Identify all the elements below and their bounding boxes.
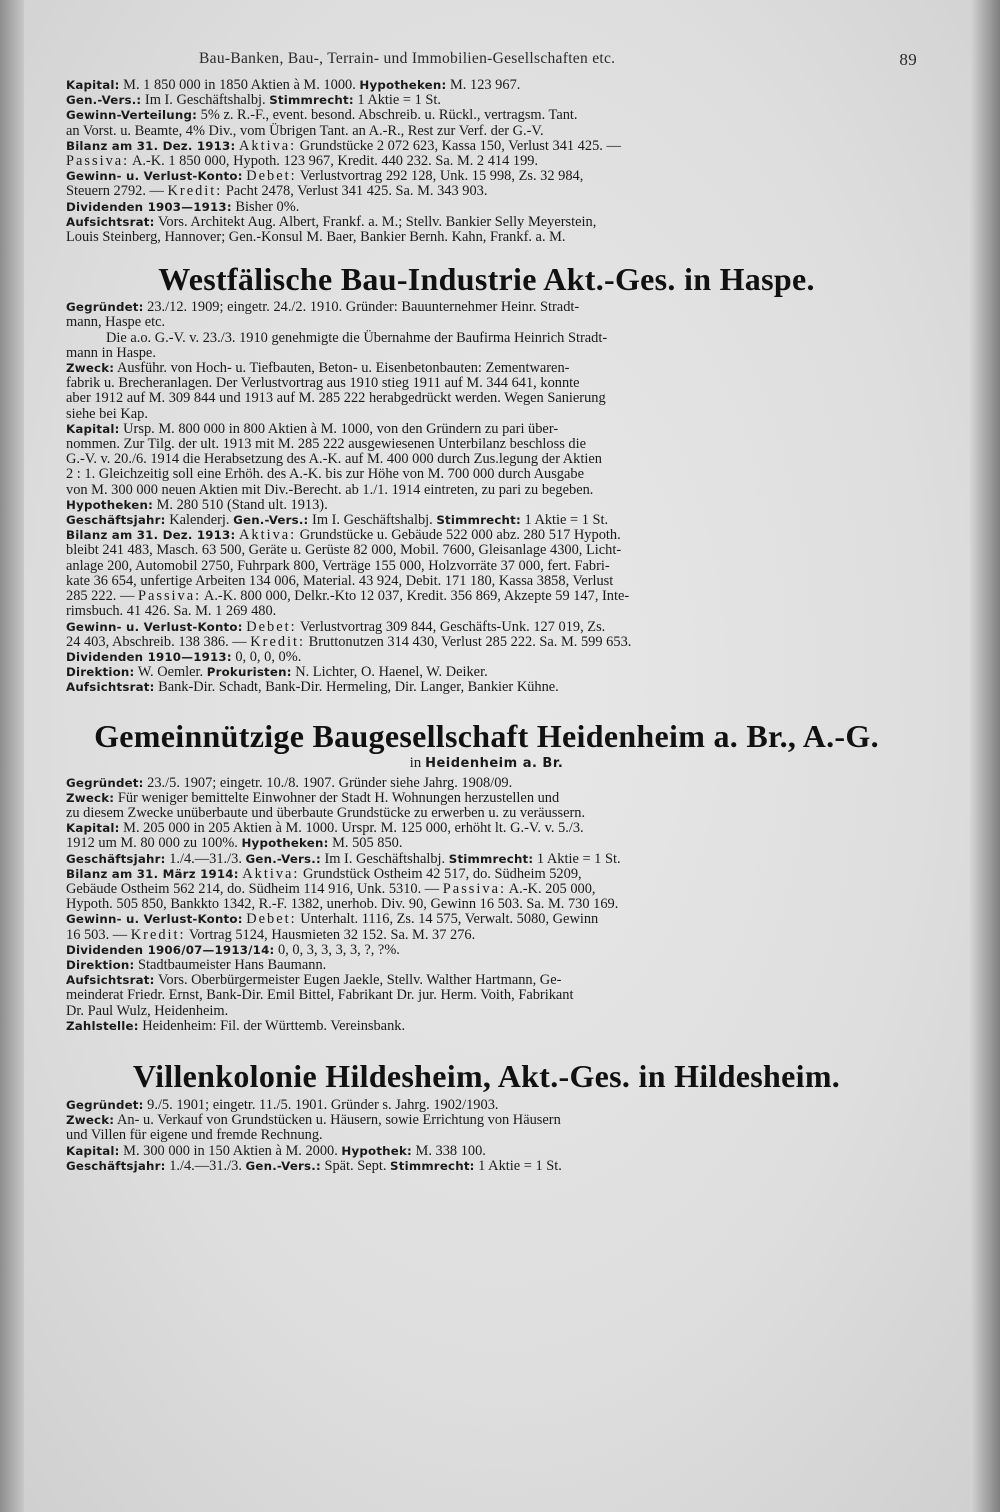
subheading-prefix: in [409, 754, 422, 771]
body-text: Grundstücke u. Gebäude 522 000 abz. 280 517 Hypoth. [296, 527, 621, 544]
field-label: Zweck: [66, 361, 115, 376]
body-text: An- u. Verkauf von Grundstücken u. Häusern, sowie Errichtung von Häusern [114, 1112, 561, 1129]
body-text: Pacht 2478, Verlust 341 425. Sa. M. 343 903. [222, 183, 488, 200]
field-label: Direktion: [66, 665, 135, 680]
body-text: M. 1 850 000 in 1850 Aktien à M. 1000. [119, 77, 360, 93]
text-line [66, 422, 907, 437]
text-line [66, 1159, 907, 1174]
body-text: G.-V. v. 20./6. 1914 die Herabsetzung des A.-K. auf M. 400 000 durch Zus.legung der Aktien [66, 451, 602, 468]
spaced-label: Kredit: [130, 926, 186, 943]
text-line [66, 912, 907, 927]
body-text: 1./4.—31./3. [165, 1157, 246, 1174]
body-text: Louis Steinberg, Hannover; Gen.-Konsul M. Baer, Bankier Bernh. Kahn, Frankf. a. M. [66, 229, 566, 246]
body-text: Für weniger bemittelte Einwohner der Stadt H. Wohnungen herzustellen und [114, 789, 560, 806]
field-label: Stimmrecht: [269, 93, 354, 108]
page-binding-shadow [0, 0, 24, 1512]
text-line [66, 1144, 907, 1159]
spaced-label: Aktiva: [242, 865, 300, 882]
field-label: Gewinn- u. Verlust-Konto: [66, 912, 243, 927]
body-text: 2 : 1. Gleichzeitig soll eine Erhöh. des A.-K. bis zur Höhe von M. 700 000 durch Ausgabe [66, 466, 584, 483]
text-line [66, 635, 907, 650]
body-text: kate 36 654, unfertige Arbeiten 134 006, Material. 43 924, Debit. 171 180, Kassa 3858, Verlust [66, 572, 614, 589]
body-text: M. 505 850. [328, 835, 403, 852]
body-text: Vors. Oberbürgermeister Eugen Jaekle, Stellv. Walther Hartmann, Ge- [154, 972, 562, 989]
entry-heading-villenkolonie: Villenkolonie Hildesheim, Akt.-Ges. in Hildesheim. [132, 1057, 841, 1094]
field-label: Direktion: [66, 957, 135, 972]
field-label: Gen.-Vers.: [233, 513, 309, 528]
entry-villenkolonie-body [66, 1098, 907, 1174]
body-text: Dr. Paul Wulz, Heidenheim. [66, 1002, 229, 1019]
body-text: 1 Aktie = 1 St. [474, 1157, 562, 1174]
field-label: Stimmrecht: [390, 1158, 475, 1173]
running-head [66, 46, 917, 74]
body-text: rimsbuch. 41 426. Sa. M. 1 269 480. [66, 603, 277, 620]
entry-subheading-location [66, 754, 907, 773]
field-label: Gen.-Vers.: [245, 1158, 321, 1173]
field-label: Gewinn- u. Verlust-Konto: [66, 169, 243, 184]
text-line [66, 346, 907, 361]
body-text: von M. 300 000 neuen Aktien mit Div.-Berecht. ab 1./1. 1914 eintreten, zu pari zu begeben. [66, 481, 594, 498]
entry-intro-body [66, 78, 907, 245]
page-number: 89 [899, 50, 917, 69]
body-text: Ursp. M. 800 000 in 800 Aktien à M. 1000, von den Gründern zu pari über- [119, 420, 559, 437]
field-label: Zahlstelle: [66, 1018, 139, 1033]
body-text: Gebäude Ostheim 562 214, do. Südheim 114 916, Unk. 5310. — [66, 880, 443, 897]
text-line [66, 315, 907, 330]
field-label: Hypotheken: [241, 836, 329, 851]
spaced-label: Passiva: [442, 880, 506, 897]
field-label: Zweck: [66, 790, 115, 805]
body-text: Bank-Dir. Schadt, Bank-Dir. Hermeling, Dir. Langer, Bankier Kühne. [154, 679, 559, 696]
body-text: 1 Aktie = 1 St. [353, 92, 442, 109]
text-line [66, 897, 907, 912]
spaced-label: Debet: [246, 168, 297, 185]
field-label: Gegründet: [66, 775, 144, 790]
body-text: Im I. Geschäftshalbj. [141, 92, 270, 109]
field-label: Dividenden 1910—1913: [66, 649, 232, 664]
body-text: siehe bei Kap. [66, 405, 148, 422]
text-line [66, 230, 907, 245]
body-text: Hypoth. 505 850, Bankkto 1342, R.-F. 1382, unerhob. Div. 90, Gewinn 16 503. Sa. M. 730 169. [66, 896, 619, 913]
body-text: Im I. Geschäftshalbj. [320, 850, 449, 867]
field-label: Gegründet: [66, 300, 144, 315]
body-text: M. 338 100. [411, 1142, 486, 1159]
body-text: M. 123 967. [446, 77, 521, 93]
field-label: Hypothek: [341, 1143, 412, 1158]
text-line [66, 680, 907, 695]
body-text: Unterhalt. 1116, Zs. 14 575, Verwalt. 5080, Gewinn [296, 911, 599, 928]
text-line [66, 988, 907, 1003]
body-text: 1912 um M. 80 000 zu 100%. [66, 835, 242, 852]
text-line [66, 1019, 907, 1034]
text-line [66, 620, 907, 635]
body-text: 5% z. R.-F., event. besond. Abschreib. u. Rückl., vertragsm. Tant. [197, 107, 578, 124]
body-text: fabrik u. Brecheranlagen. Der Verlustvortrag aus 1910 stieg 1911 auf M. 344 641, konnte [66, 375, 580, 392]
body-text: Spät. Sept. [320, 1157, 391, 1174]
body-text: 16 503. — [66, 926, 131, 943]
text-line [66, 1113, 907, 1128]
text-line [66, 943, 907, 958]
body-text: und Villen für eigene und fremde Rechnung. [66, 1127, 323, 1144]
body-text: bleibt 241 483, Masch. 63 500, Geräte u. Gerüste 82 000, Mobil. 7600, Gleisanlage 4300, Licht- [66, 542, 622, 559]
text-line [66, 169, 907, 184]
field-label: Stimmrecht: [448, 851, 534, 866]
body-text: Im I. Geschäftshalbj. [308, 512, 437, 529]
text-line [66, 1098, 907, 1113]
field-label: Aufsichtsrat: [66, 680, 155, 695]
field-label: Geschäftsjahr: [66, 851, 166, 866]
entry-heading-gemeinnuetzige: Gemeinnützige Baugesellschaft Heidenheim a. Br., A.-G. [94, 717, 879, 754]
body-text: Ausführ. von Hoch- u. Tiefbauten, Beton- u. Eisenbetonbauten: Zementwaren- [114, 360, 570, 377]
text-line [66, 559, 907, 574]
body-text: an Vorst. u. Beamte, 4% Div., vom Übrigen Tant. an A.-R., Rest zur Verf. der G.-V. [66, 122, 544, 139]
text-line [66, 665, 907, 680]
field-label: Dividenden 1903—1913: [66, 199, 232, 214]
text-line [66, 1128, 907, 1143]
body-text: A.-K. 800 000, Delkr.-Kto 12 037, Kredit. 356 869, Akzepte 59 147, Inte- [201, 588, 630, 605]
text-line [66, 958, 907, 973]
text-line [66, 882, 907, 897]
body-text: 1 Aktie = 1 St. [520, 512, 609, 529]
field-label: Kapital: [66, 421, 120, 436]
spaced-label: Aktiva: [238, 137, 297, 154]
running-head-title: Bau-Banken, Bau-, Terrain- und Immobilien-Gesellschaften etc. [199, 50, 616, 67]
body-text: Vors. Architekt Aug. Albert, Frankf. a. M.; Stellv. Bankier Selly Meyerstein, [154, 213, 597, 230]
field-label: Aufsichtsrat: [66, 214, 155, 229]
text-line [66, 867, 907, 882]
text-line [66, 108, 907, 123]
body-text: 24 403, Abschreib. 138 386. — [66, 633, 251, 650]
spaced-label: Kredit: [250, 633, 306, 650]
field-label: Prokuristen: [206, 665, 292, 680]
text-line [66, 1004, 907, 1019]
text-line [66, 200, 907, 215]
body-text: mann in Haspe. [66, 344, 156, 361]
body-text: Die a.o. G.-V. v. 23./3. 1910 genehmigte die Übernahme der Baufirma Heinrich Stradt- [106, 329, 608, 346]
body-text: 0, 0, 3, 3, 3, 3, ?, ?%. [274, 941, 400, 958]
spaced-label: Passiva: [66, 153, 130, 170]
text-line [66, 806, 907, 821]
text-line [66, 543, 907, 558]
text-line [66, 93, 907, 108]
body-text: 0, 0, 0, 0%. [231, 648, 302, 665]
subheading-place: Heidenheim a. Br. [425, 755, 564, 771]
field-label: Geschäftsjahr: [66, 513, 166, 528]
body-text: anlage 200, Automobil 2750, Fuhrpark 800, Verträge 155 000, Holzvorräte 37 000, fert. Fabri- [66, 557, 610, 574]
text-line [66, 139, 907, 154]
spaced-label: Passiva: [137, 588, 202, 605]
body-text: M. 300 000 in 150 Aktien à M. 2000. [119, 1142, 342, 1159]
spaced-label: Aktiva: [238, 527, 297, 544]
body-text: nommen. Zur Tilg. der ult. 1913 mit M. 285 222 ausgewiesenen Unterbilanz beschloss die [66, 436, 586, 453]
text-line [66, 376, 907, 391]
spaced-label: Debet: [246, 618, 297, 635]
spaced-label: Debet: [246, 911, 297, 928]
body-text: M. 205 000 in 205 Aktien à M. 1000. Urspr. M. 125 000, erhöht lt. G.-V. v. 5./3. [119, 820, 584, 837]
body-text: Bisher 0%. [231, 198, 300, 215]
entry-gemeinnuetzige-body [66, 776, 907, 1034]
text-line [66, 852, 907, 867]
body-text: mann, Haspe etc. [66, 314, 166, 331]
text-line [66, 498, 907, 513]
entry-westfaelische-body [66, 300, 907, 695]
field-label: Bilanz am 31. Dez. 1913: [66, 528, 236, 543]
text-line [66, 836, 907, 851]
text-line [66, 776, 907, 791]
spaced-label: Kredit: [167, 183, 223, 200]
text-line [66, 391, 907, 406]
body-text: Stadtbaumeister Hans Baumann. [134, 956, 327, 973]
text-line [66, 467, 907, 482]
field-label: Kapital: [66, 821, 120, 836]
body-text: Verlustvortrag 309 844, Geschäfts-Unk. 127 019, Zs. [296, 618, 606, 635]
body-text: 1./4.—31./3. [165, 850, 246, 867]
body-text: M. 280 510 (Stand ult. 1913). [153, 496, 328, 513]
field-label: Geschäftsjahr: [66, 1158, 166, 1173]
body-text: meinderat Friedr. Ernst, Bank-Dir. Emil Bittel, Fabrikant Dr. jur. Herm. Voith, Fabrikant [66, 987, 574, 1004]
field-label: Gen.-Vers.: [245, 851, 321, 866]
body-text: A.-K. 1 850 000, Hypoth. 123 967, Kredit. 440 232. Sa. M. 2 414 199. [129, 153, 539, 170]
body-text: 285 222. — [66, 588, 138, 605]
text-line [66, 452, 907, 467]
text-line [66, 483, 907, 498]
text-line [66, 331, 907, 346]
text-line [66, 513, 907, 528]
text-line [66, 650, 907, 665]
field-label: Bilanz am 31. Dez. 1913: [66, 138, 236, 153]
text-line [66, 300, 907, 315]
field-label: Gegründet: [66, 1097, 144, 1112]
body-text: Grundstücke 2 072 623, Kassa 150, Verlust 341 425. — [296, 137, 621, 154]
body-text: Kalenderj. [165, 512, 234, 529]
body-text: Steuern 2792. — [66, 183, 168, 200]
body-text: 9./5. 1901; eingetr. 11./5. 1901. Gründer s. Jahrg. 1902/1903. [143, 1096, 499, 1113]
body-text: N. Lichter, O. Haenel, W. Deiker. [291, 664, 488, 681]
text-line [66, 437, 907, 452]
text-line [66, 528, 907, 543]
text-line [66, 574, 907, 589]
field-label: Gewinn-Verteilung: [66, 108, 198, 123]
field-label: Hypotheken: [66, 497, 153, 512]
text-line [66, 215, 907, 230]
field-label: Dividenden 1906/07—1913/14: [66, 942, 275, 957]
field-label: Kapital: [66, 1143, 120, 1158]
body-text: Bruttonutzen 314 430, Verlust 285 222. Sa. M. 599 653. [305, 633, 632, 650]
field-label: Gewinn- u. Verlust-Konto: [66, 619, 243, 634]
text-line [66, 78, 907, 93]
field-label: Gen.-Vers.: [66, 93, 142, 108]
body-text: Verlustvortrag 292 128, Unk. 15 998, Zs. 32 984, [296, 168, 584, 185]
body-text: 23./5. 1907; eingetr. 10./8. 1907. Gründer siehe Jahrg. 1908/09. [143, 774, 513, 791]
field-label: Aufsichtsrat: [66, 973, 155, 988]
text-line [66, 407, 907, 422]
text-line [66, 821, 907, 836]
text-line [66, 604, 907, 619]
body-text: 1 Aktie = 1 St. [533, 850, 621, 867]
field-label: Bilanz am 31. März 1914: [66, 866, 239, 881]
body-text: W. Oemler. [134, 664, 207, 681]
text-line [66, 154, 907, 169]
field-label: Zweck: [66, 1113, 115, 1128]
text-line [66, 973, 907, 988]
text-line [66, 361, 907, 376]
text-line [66, 791, 907, 806]
field-label: Hypotheken: [359, 78, 447, 92]
text-line [66, 124, 907, 139]
body-text: aber 1912 auf M. 309 844 und 1913 auf M. 285 222 herabgedrückt werden. Wegen Sanierung [66, 390, 606, 407]
page-edge-shadow [970, 0, 1000, 1512]
text-line [66, 928, 907, 943]
entry-heading-westfaelische: Westfälische Bau-Industrie Akt.-Ges. in Haspe. [158, 261, 815, 298]
field-label: Stimmrecht: [436, 513, 521, 528]
body-text: Heidenheim: Fil. der Württemb. Vereinsbank. [138, 1017, 406, 1034]
body-text: Vortrag 5124, Hausmieten 32 152. Sa. M. 37 276. [185, 926, 476, 943]
field-label: Kapital: [66, 78, 120, 92]
body-text: Grundstück Ostheim 42 517, do. Südheim 5209, [299, 865, 582, 882]
text-line [66, 589, 907, 604]
text-line [66, 184, 907, 199]
body-text: 23./12. 1909; eingetr. 24./2. 1910. Gründer: Bauunternehmer Heinr. Stradt- [143, 299, 580, 316]
body-text: A.-K. 205 000, [505, 880, 596, 897]
body-text: zu diesem Zwecke unüberbaute und überbaute Grundstücke zu erwerben u. zu veräussern. [66, 804, 586, 821]
